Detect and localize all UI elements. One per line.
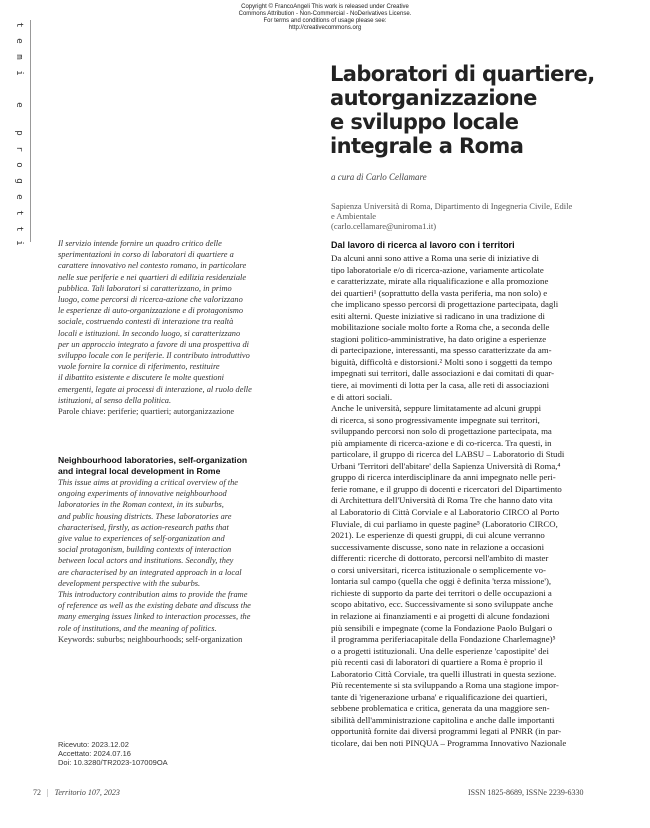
abstract-line: per un approccio integrato a favore di una prospettiva di — [58, 339, 249, 349]
body-line: ticolare, dai ben noti PINQUA – Programma Innovativo Nazionale — [331, 737, 567, 748]
sidebar-letter: m — [14, 54, 24, 60]
date-line: Ricevuto: 2023.12.02 — [58, 740, 129, 749]
copyright-line: For terms and conditions of usage please see: — [263, 18, 387, 24]
body-text — [331, 253, 631, 750]
body-line: mobilitazione sociale molto forte a Roma che, a seconda delle — [331, 322, 550, 333]
body-line: Più recentemente si sta sviluppando a Roma una stagione impor- — [331, 680, 559, 691]
body-line: più sensibili e impegnate (come la Fondazione Paolo Bulgari o — [331, 622, 553, 633]
title-line: e sviluppo locale — [330, 110, 519, 134]
abstract-line: between local actors and institutions. Secondly, they — [58, 556, 234, 566]
abstract-line: nelle sue periferie e nei quartieri di edilizia residenziale — [58, 272, 247, 282]
body-line: Anche le università, seppure limitatamente ad alcuni gruppi — [331, 403, 542, 414]
body-line: ferie romane, e il gruppo di docenti e ricercatori del Dipartimento — [331, 483, 562, 494]
sidebar-letter: p — [14, 130, 24, 136]
sidebar-letter: t — [14, 22, 24, 28]
title-line: autorganizzazione — [330, 86, 537, 110]
body-line: Fluviale, di cui parliamo in queste pagine⁵ (Laboratorio CIRCO, — [331, 518, 558, 529]
sidebar-letter: i — [14, 70, 24, 76]
body-line: di ricerca, si sono progressivamente impegnate sui territori, — [331, 414, 540, 425]
sidebar-letter: o — [14, 162, 24, 168]
journal-name: Territorio 107, 2023 — [54, 788, 120, 797]
article-dates — [58, 740, 258, 767]
abstract-line: sociale, costruendo contesti di interazione tra realtà — [58, 317, 234, 327]
abstract-line: il dibattito esistente e discutere le molte questioni — [58, 373, 224, 383]
body-line: più ampiamente di ricerca-azione e di co-ricerca. Tra questi, in — [331, 437, 552, 448]
body-line: 2021). Le esperienze di questi gruppi, di cui alcune verranno — [331, 530, 545, 541]
title-line: integrale a Roma — [330, 134, 524, 158]
abstract-line: vuole fornire la cornice di riferimento, restituire — [58, 362, 220, 372]
abstract-line: laboratories in the Roman context, in its suburbs, — [58, 500, 224, 510]
date-line: Accettato: 2024.07.16 — [58, 749, 131, 758]
abstract-line: ongoing experiments of innovative neighbourhood — [58, 489, 227, 499]
abstract-line: This introductory contribution aims to provide the frame — [58, 590, 248, 600]
body-line: sibilità dell'amministrazione capitolina e anche dalle importanti — [331, 714, 555, 725]
body-line: opportunità fornite dai diversi programmi legati al PNRR (in par- — [331, 726, 562, 737]
abstract-line: are characterised by an integrated approach in a local — [58, 567, 242, 577]
body-line: tante di 'rigenerazione urbana' e riqualificazione dei quartieri, — [331, 691, 548, 702]
sidebar-letter: t — [14, 210, 24, 216]
body-line: richieste di supporto da parte dei territori o delle occupazioni a — [331, 587, 552, 598]
affiliation-line: (carlo.cellamare@uniroma1.it) — [331, 221, 437, 231]
abstract-line: of reference as well as the existing debate and discuss the — [58, 601, 251, 611]
italian-keywords: Parole chiave: periferie; quartieri; autorganizzazione — [58, 407, 235, 417]
body-line: che implicano spesso percorsi di progettazione partecipata, dagli — [331, 299, 559, 310]
body-line: Laboratorio Città Corviale, tra quelli illustrati in questa sezione. — [331, 668, 557, 679]
body-line: sebbene problematica e critica, generata da una maggiore sen- — [331, 703, 550, 714]
body-line: in relazione ai finanziamenti e ai progetti di alcune fondazioni — [331, 610, 550, 621]
sidebar-letter: g — [14, 178, 24, 184]
body-line: successivamente discusse, sono nate in relazione a occasioni — [331, 541, 545, 552]
body-line: dei quartieri¹ (soprattutto della vasta periferia, ma non solo) e — [331, 287, 548, 298]
page-number: 72 — [33, 788, 41, 797]
article-title — [330, 62, 630, 158]
body-line: Da alcuni anni sono attive a Roma una serie di iniziative di — [331, 253, 539, 263]
abstract-line: development perspective with the suburbs. — [58, 578, 201, 588]
abstract-line: This issue aims at providing a critical overview of the — [58, 478, 238, 487]
body-line: più recenti casi di laboratori di quartiere a Roma è proprio il — [331, 657, 543, 668]
abstract-line: Il servizio intende fornire un quadro critico delle — [58, 239, 222, 248]
sidebar-letter: e — [14, 194, 24, 200]
english-title — [58, 455, 318, 477]
title-line: Laboratori di quartiere, — [330, 62, 595, 86]
body-line: lontaria sul campo (quella che oggi è definita 'terza missione'), — [331, 576, 552, 587]
abstract-line: characterised, firstly, as action-research paths that — [58, 522, 229, 532]
sidebar-letter: i — [14, 240, 24, 246]
section-heading: Dal lavoro di ricerca al lavoro con i territori — [331, 240, 515, 250]
english-title-line: and integral local development in Rome — [58, 466, 221, 476]
body-line: il programma periferiacapitale della Fondazione Charlemagne)⁵ — [331, 634, 556, 645]
abstract-line: give value to experiences of self-organization and — [58, 534, 225, 544]
abstract-line: and public housing districts. These laboratories are — [58, 511, 232, 521]
body-line: di partecipazione, interessanti, ma spesso caratterizzate da am- — [331, 345, 552, 356]
abstract-line: sperimentazioni in corso di laboratori di quartiere a — [58, 250, 234, 260]
affiliation-line: e Ambientale — [331, 211, 377, 221]
affiliation-line: Sapienza Università di Roma, Dipartimento di Ingegneria Civile, Edile — [331, 201, 573, 211]
date-line: Doi: 10.3280/TR2023-107009OA — [58, 758, 168, 767]
body-line: tipo laboratoriale e/o di ricerca-azione, variamente articolate — [331, 264, 544, 275]
body-line: e caratterizzate, mirate alla riqualificazione e alla promozione — [331, 276, 549, 287]
english-abstract — [58, 477, 318, 645]
section-label-vertical — [10, 20, 31, 246]
copyright-line: Commons Attribution - Non-Commercial - NoDerivatives License. — [238, 11, 412, 17]
abstract-line: luogo, come percorsi di ricerca-azione che valorizzano — [58, 295, 243, 305]
body-line: differenti: ricerche di dottorato, percorsi nell'ambito di master — [331, 553, 549, 564]
abstract-line: locali e istituzioni. In secondo luogo, si caratterizzano — [58, 328, 241, 338]
abstract-line: many emerging issues linked to interaction processes, the — [58, 612, 251, 622]
body-line: di Architettura dell'Università di Roma Tre che hanno dato vita — [331, 495, 553, 506]
italian-abstract — [58, 238, 318, 417]
sidebar-letter: r — [14, 146, 24, 152]
body-line: e di attori sociali. — [331, 391, 393, 402]
body-line: sviluppando percorsi non solo di progettazione partecipata, ma — [331, 426, 552, 437]
body-line: o a progetti istituzionali. Una delle esperienze 'capostipite' dei — [331, 645, 549, 656]
body-line: biguità, difficoltà e distorsioni.² Molti sono i soggetti da tempo — [331, 356, 553, 367]
abstract-line: role of institutions, and the meaning of politics. — [58, 623, 217, 633]
copyright-line: Copyright © FrancoAngeli This work is released under Creative — [241, 4, 409, 10]
english-title-line: Neighbourhood laboratories, self-organization — [58, 455, 248, 465]
body-line: particolare, il gruppo di ricerca del LABSU – Laboratorio di Studi — [331, 449, 565, 460]
abstract-line: sviluppo locale con le periferie. Il contributo introduttivo — [58, 351, 250, 361]
page-footer-left: 72 | Territorio 107, 2023 — [33, 788, 120, 797]
byline: a cura di Carlo Cellamare — [331, 172, 427, 182]
body-line: stagioni politico-amministrative, ha dato origine a esperienze — [331, 333, 547, 344]
body-line: Urbani 'Territori dell'abitare' della Sapienza Università di Roma,⁴ — [331, 460, 561, 471]
body-line: scopo abitativo, ecc. Successivamente si sono sviluppate anche — [331, 599, 554, 610]
body-line: al Laboratorio di Città Corviale e al Laboratorio CIRCO al Porto — [331, 507, 560, 518]
body-line: o corsi universitari, ricerca istituzionale o semplicemente vo- — [331, 564, 546, 575]
issn: ISSN 1825-8689, ISSNe 2239-6330 — [468, 788, 584, 797]
abstract-line: istituzioni, al senso della politica. — [58, 395, 172, 405]
abstract-line: le esperienze di auto-organizzazione e di protagonismo — [58, 306, 244, 316]
author-affiliation — [331, 201, 631, 231]
abstract-line: social protagonism, building contexts of interaction — [58, 545, 232, 555]
copyright-line: http://creativecommons.org — [288, 25, 362, 31]
abstract-line: emergenti, legate ai processi di interazione, al ruolo delle — [58, 384, 252, 394]
sidebar-letter: e — [14, 38, 24, 44]
english-keywords: Keywords: suburbs; neighbourhoods; self-organization — [58, 634, 243, 644]
abstract-line: pubblica. Tali laboratori si caratterizzano, in primo — [58, 283, 232, 293]
sidebar-letter: t — [14, 226, 24, 232]
body-line: esiti alterni. Queste iniziative si radicano in una tradizione di — [331, 310, 545, 321]
body-line: impegnati sui territori, dalle associazioni e dai comitati di quar- — [331, 368, 555, 379]
abstract-line: carattere innovativo nel contesto romano, in particolare — [58, 261, 247, 271]
sidebar-letter: e — [14, 102, 24, 108]
copyright-notice — [215, 4, 435, 32]
body-line: tiere, ai movimenti di lotta per la casa, alle reti di associazioni — [331, 380, 550, 391]
body-line: gruppo di ricerca interdisciplinare da anni impegnato nelle peri- — [331, 472, 556, 483]
